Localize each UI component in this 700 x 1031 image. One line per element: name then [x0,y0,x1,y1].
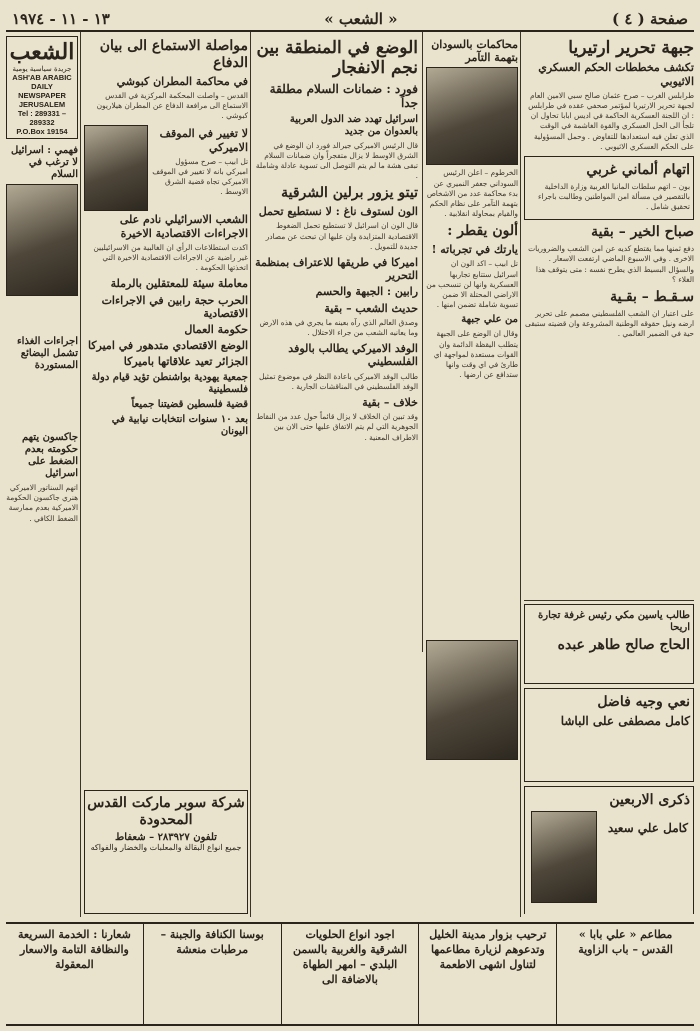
notice-jericho [524,604,694,684]
headline-good-morning: صباح الخير – بقية [591,224,694,241]
portrait-photo [84,125,148,211]
masthead: الشعب [9,39,75,65]
headline-algeria: الجزائر تعيد علاقاتها باميركا [123,355,248,369]
column-sudan [426,36,518,916]
headline-greece: بعد ١٠ سنوات انتخابات نيابية في اليونان [111,413,248,437]
headline-israeli-people: الشعب الاسرائيلي نادم على الاجراءات الاقتصادية الاخيرة [119,213,248,240]
article-israeli-people: اكدت استطلاعات الرأي ان الغالبية من الاسرائيليين غير راضية عن الاجراءات الاقتصادية الاخيرة التي اتخذتها الحكومة . [93,242,248,273]
column-divider [520,32,521,917]
fortieth-name: كامل علي سعيد [607,820,688,835]
article-us-position: تل ابيب – صرح مسؤول اميركي بانه لا تغيير في الموقف الاميركي تجاه قضية الشرق الاوسط . [152,156,248,197]
box-german [524,156,694,220]
headline-people: حديث الشعب – بقية [324,301,418,315]
column-left [6,36,78,916]
telephone: Tel : 289331 – 289332 [17,109,67,127]
city: JERUSALEM [18,100,66,109]
article-us-delegation: طالب الوفد الاميركي باعادة النظر في موضوع تمثيل الوفد الفلسطيني في المناقشات الجارية . [258,371,418,391]
headline-jackson: جاكسون يتهم حكومته بعدم الضغط على اسرائيل [22,432,78,479]
portrait-photo [6,184,78,296]
article-dispute: وقد تبين ان الخلاف لا يزال قائماً حول عدد من النقاط الجوهرية التي لم يتم الاتفاق عليها حتى الان بين الاطراف المعنية . [256,412,418,442]
notice-obituary [524,688,694,782]
article-jackson: اتهم السناتور الاميركي هنري جاكسون الحكومة الاميركية بعدم ممارسة الضغط الكافي . [6,483,78,523]
masthead-sub: جريدة سياسية يومية [12,65,72,73]
paper-name: « الشعب » [324,10,398,28]
headline-us-economy: الوضع الاقتصادي متدهور في اميركا [87,339,248,353]
column-eritrea [524,36,694,596]
page-header [6,8,694,32]
subhead-israel: اسرائيل تهدد ضد الدول العربية بالعدوان من جديد [289,113,418,137]
box-german-title: اتهام ألماني غربي [586,161,690,178]
subhead-allon: يارتك في تجرباته ! [431,243,518,257]
headline-jewish-assoc: جمعية يهودية بواشنطن تؤيد قيام دولة فلسطينية [91,371,248,395]
headline-fahmi: فهمي : اسرائيل لا ترغب في السلام [11,145,78,180]
article-fall: على اعتبار ان الشعب الفلسطيني مصمم على تحرير ارضه ونيل حقوقه الوطنية المشروعة وان قضيته ستبقى حية في الضمير العالمي . [525,308,694,339]
column-region [254,36,418,916]
article-capucci: القدس – واصلت المحكمة المركزية في القدس الاستماع الى مرافعة الدفاع عن المطران هيلاريون كبوشي . [96,90,248,121]
supermarket-desc: جميع انواع البقالة والمعلبات والخضار والفواكه [90,842,242,852]
notice-jericho-title: طالب ياسين مكي رئيس غرفة تجارة اريحا [538,610,690,633]
headline-fall: سـقـط – بقـية [610,289,694,305]
headline-allon: ألون يقطر : [447,223,518,240]
box-german-body: بون – اتهم سلطات المانيا الغربية وزارة الداخلية بالتقصير في مسألة امن المواطنين وطالبت باجراء تحقيق شامل . [537,181,690,212]
portrait-photo [426,67,518,165]
portrait-photo [531,811,597,903]
headline-food: اجراءات الغذاء تشمل البضائع المستوردة [16,336,78,371]
bottom-ads [6,922,694,1026]
article-allon: تل ابيب – اكد الون ان اسرائيل ستتابع تجاربها العسكرية وانها لن تنسحب من الاراضي المحتلة الا ضمن تسوية شاملة تضمن امنها . [426,259,518,310]
issue-date: ١٣ - ١١ - ١٩٧٤ [12,10,110,28]
ad-kunafa: بوسنا الكنافة والجبنة – مرطبات منعشة [143,924,281,1024]
latin-name: ASH'AB ARABIC DAILY NEWSPAPER [12,73,72,100]
masthead-box [6,36,78,139]
headline-plo: اميركا في طريقها للاعتراف بمنظمة التحرير [255,255,418,283]
supermarket-ad [84,790,248,914]
headline-palestine-cause: قضية فلسطين قضيتنا جميعاً [131,398,248,410]
ad-ali-baba: مطاعم « علي بابا » القدس – باب الزاوية [556,924,694,1024]
article-allon-2: قال الون ان اسرائيل لا تستطيع تحمل الضغوط الاقتصادية المتزايدة وان عليها ان تبحث عن مصادر جديدة للتمويل . [265,221,418,251]
page-number: صفحة ( ٤ ) [612,10,688,28]
ad-sweets: اجود انواع الحلويات الشرقية والغربية بالسمن البلدي – امهر الطهاة بالاضافة الى [281,924,419,1024]
notice-fortieth [524,786,694,914]
subhead-eritrea: تكشف مخططات الحكم العسكري الاثيوبي [538,61,694,88]
headline-tito: تيتو يزور برلين الشرقية [281,185,418,202]
notice-jericho-name: الحاج صالح طاهر عبده [557,637,690,653]
headline-rabin: رابين : الجبهة والحسم [315,285,418,299]
article-good-morning: دفع ثمنها مما يقتطع كديه عن امن الشعب والضروريات الاخرى . وفي الاسبوع الماضي ارتفعت الاسعار . والسؤال البسيط الذي يطرح نفسه : متى يتوقف هذا الغلاء ؟ [528,244,694,284]
headline-allon-2: الون لستوف ناغ : لا نستطيع تحمل [258,205,418,219]
article-people: وصدق العالم الذي رآه بعينه ما يجري في هذه الارض وما يعانيه الشعب من جراء الاحتلال . [259,317,418,337]
column-divider [250,32,251,917]
headline-us-position: لا تغيير في الموقف الاميركي [159,127,248,154]
column-divider [422,32,423,652]
row [84,125,248,211]
obituary-title: نعي وجيه فاضل [597,694,690,710]
ad-slogan: شعارنا : الخدمة السريعة والنظافة التامة والاسعار المعقولة [18,928,131,971]
headline-dispute: خلاف – بقية [362,395,418,409]
headline-ramla: معاملة سيئة للمعتقلين بالرملة [110,277,248,291]
sub-column [152,125,248,211]
headline-us-delegation: الوفد الاميركي يطالب بالوفد الفلسطيني [288,342,418,369]
column-divider [80,32,81,917]
article-front: وقال ان الوضع على الجبهة يتطلب اليقظة الدائمة وان القوات مستعدة لمواجهة اي طارئ في اي وقت وانها ستدافع عن ارضها . [433,329,518,380]
headline-war-rabin: الحرب حجة رابين في الاجراءات الاقتصادية [101,293,248,320]
po-box: P.O.Box 19154 [16,127,68,136]
column-capucci [84,36,248,786]
supermarket-title: شركة سوبر ماركت القدس المحدودة [87,795,245,828]
subhead-ford: فورد : ضمانات السلام مطلقة جداً [269,81,418,111]
photo [426,640,518,760]
headline-labor-gov: حكومة العمال [184,322,248,336]
headline-eritrea: جبهة تحرير ارتيريا [568,38,694,58]
headline-region: الوضع في المنطقة بين نجم الانفجار [256,38,418,79]
headline-sudan: محاكمات بالسودان بتهمة التآمر [431,38,518,65]
subhead-capucci: في محاكمة المطران كبوشي [116,74,248,88]
supermarket-phone: تلفون ٢٨٣٩٢٧ – شعفاط [115,831,217,843]
article-eritrea: طرابلس الغرب – صرح عثمان صالح سبي الامين العام لجبهة تحرير الارتيريا لمؤتمر صحفي عقده في طرابلس : ان اللجنة العسكرية الحاكمة في اديس ابابا تحاول ان تلجأ الى الحل العسكري والقوة الغاشمة في الوقت الذي تعلن فيه استعدادها للتفاوض . وحمل المسؤولية على الحكم العسكري الاثيوبي . [528,90,694,151]
obituary-name: كامل مصطفى على الباشا [560,713,690,728]
obituaries [524,604,694,914]
article-sudan: الخرطوم – اعلن الرئيس السوداني جعفر النميري عن بدء محاكمة عدد من الاشخاص بتهمة التآمر على نظام الحكم والقيام بمحاولة انقلابية . [426,168,518,219]
headline-front: من علي جبهة [461,314,518,326]
fortieth-title: ذكرى الاربعين [609,792,690,808]
ad-hebron: ترحيب بزوار مدينة الخليل وتدعوهم لزيارة مطاعمها لتناول اشهى الاطعمة [418,924,556,1024]
article-region: قال الرئيس الاميركي جيرالد فورد ان الوضع في الشرق الاوسط لا يزال متفجراً وان ضمانات السلام تبقى هشة ما لم يتم التوصل الى تسوية عادلة وشاملة . [255,140,418,181]
divider [524,600,694,601]
headline-capucci: مواصلة الاستماع الى بيان الدفاع [99,38,248,71]
